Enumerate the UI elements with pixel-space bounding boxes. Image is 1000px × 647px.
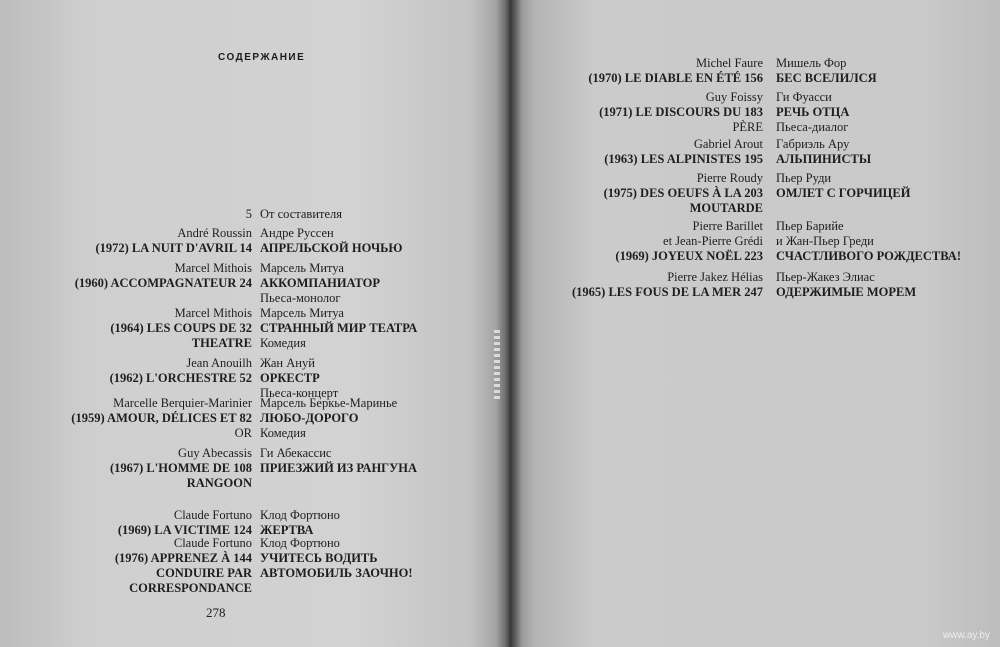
right-entry-1-fr-line: (1971) LE DISCOURS DU 183 — [599, 105, 763, 119]
watermark: www.ay.by — [942, 630, 990, 641]
left-entry-3-ru-line: СТРАННЫЙ МИР ТЕАТРА — [260, 321, 418, 335]
left-entry-3-ru-line: Марсель Митуа — [260, 306, 344, 320]
left-entry-4-fr-line: (1962) L'ORCHESTRE 52 — [109, 371, 252, 385]
right-entry-0-ru-line: Мишель Фор — [776, 56, 847, 70]
right-entry-2-ru-line: АЛЬПИНИСТЫ — [776, 152, 872, 166]
left-entry-3-fr-line: THEATRE — [191, 336, 252, 350]
left-entry-8-ru-line: УЧИТЕСЬ ВОДИТЬ — [260, 551, 378, 565]
right-entry-0-fr-line: (1970) LE DIABLE EN ÉTÉ 156 — [588, 71, 763, 85]
left-entry-5-ru-line: Комедия — [260, 426, 306, 440]
left-entry-4-ru-line: ОРКЕСТР — [260, 371, 320, 385]
page-number: 278 — [206, 605, 226, 620]
right-entry-4-fr-line: Pierre Barillet — [692, 219, 763, 233]
right-entry-2-ru-line: Габриэль Ару — [776, 137, 850, 151]
right-entry-1-ru-line: РЕЧЬ ОТЦА — [776, 105, 850, 119]
right-entry-0-ru-line: БЕС ВСЕЛИЛСЯ — [776, 71, 877, 85]
right-entry-1-fr-line: PÈRE — [732, 120, 763, 134]
right-entry-4-fr-line: (1969) JOYEUX NOËL 223 — [615, 249, 763, 263]
left-entry-5-ru-line: ЛЮБО-ДОРОГО — [260, 411, 359, 425]
left-entry-2-ru-line: Пьеса-монолог — [260, 291, 341, 305]
left-entry-2-fr-line: Marcel Mithois — [174, 261, 252, 275]
left-entry-7-fr-line: (1969) LA VICTIME 124 — [117, 523, 252, 537]
left-entry-5-fr-line: (1959) AMOUR, DÉLICES ET 82 — [71, 411, 252, 425]
left-entry-6-ru-line: ПРИЕЗЖИЙ ИЗ РАНГУНА — [260, 461, 418, 475]
left-entry-8-ru-line: АВТОМОБИЛЬ ЗАОЧНО! — [260, 566, 413, 580]
left-entry-3-ru-line: Комедия — [260, 336, 306, 350]
left-entry-1-fr-line: (1972) LA NUIT D'AVRIL 14 — [95, 241, 252, 255]
left-entry-0-fr-line: 5 — [245, 207, 252, 221]
right-entry-3-fr-line: Pierre Roudy — [696, 171, 763, 185]
right-entry-1-ru-line: Ги Фуасси — [776, 90, 832, 104]
left-entry-6-fr-line: RANGOON — [186, 476, 252, 490]
right-entry-3-ru-line: ОМЛЕТ С ГОРЧИЦЕЙ — [776, 186, 911, 200]
left-entry-4-ru-line: Пьеса-концерт — [260, 386, 339, 400]
contents-heading: СОДЕРЖАНИЕ — [218, 52, 306, 63]
right-entry-4-fr-line: et Jean-Pierre Grédi — [663, 234, 763, 248]
right-entry-4-ru-line: СЧАСТЛИВОГО РОЖДЕСТВА! — [776, 249, 961, 263]
left-entry-0-ru-line: От составителя — [260, 207, 343, 221]
left-entry-3-fr-line: Marcel Mithois — [174, 306, 252, 320]
right-entry-2-fr-line: Gabriel Arout — [693, 137, 763, 151]
left-entry-8-fr-line: CORRESPONDANCE — [129, 581, 252, 595]
right-entry-1-fr-line: Guy Foissy — [705, 90, 763, 104]
right-entry-5-fr-line: (1965) LES FOUS DE LA MER 247 — [572, 285, 763, 299]
left-entry-2-ru-line: Марсель Митуа — [260, 261, 344, 275]
left-entry-1-ru-line: Андре Руссен — [260, 226, 334, 240]
left-entry-3-fr-line: (1964) LES COUPS DE 32 — [110, 321, 252, 335]
binding-stitch — [494, 330, 500, 400]
book-spine — [496, 0, 522, 647]
right-entry-1-ru-line: Пьеса-диалог — [776, 120, 849, 134]
right-entry-5-ru-line: ОДЕРЖИМЫЕ МОРЕМ — [776, 285, 917, 299]
left-entry-2-ru-line: АККОМПАНИАТОР — [260, 276, 381, 290]
left-entry-7-ru-line: Клод Фортюно — [260, 508, 340, 522]
left-entry-1-ru-line: АПРЕЛЬСКОЙ НОЧЬЮ — [260, 241, 403, 255]
left-entry-7-fr-line: Claude Fortuno — [173, 508, 252, 522]
left-entry-1-fr-line: André Roussin — [177, 226, 252, 240]
left-entry-4-ru-line: Жан Ануй — [260, 356, 315, 370]
left-entry-5-fr-line: Marcelle Berquier-Marinier — [113, 396, 252, 410]
right-entry-2-fr-line: (1963) LES ALPINISTES 195 — [604, 152, 763, 166]
right-entry-5-ru-line: Пьер-Жакез Элиас — [776, 270, 875, 284]
right-entry-0-fr-line: Michel Faure — [696, 56, 763, 70]
left-entry-8-fr-line: CONDUIRE PAR — [156, 566, 252, 580]
right-entry-3-fr-line: (1975) DES OEUFS À LA 203 — [603, 186, 763, 200]
left-entry-8-fr-line: Claude Fortuno — [173, 536, 252, 550]
right-entry-3-ru-line: Пьер Руди — [776, 171, 832, 185]
right-entry-5-fr-line: Pierre Jakez Hélias — [667, 270, 763, 284]
left-entry-8-fr-line: (1976) APPRENEZ À 144 — [114, 551, 252, 565]
left-entry-6-fr-line: Guy Abecassis — [178, 446, 252, 460]
left-entry-5-ru-line: Марсель Беркье-Маринье — [260, 396, 398, 410]
left-entry-2-fr-line: (1960) ACCOMPAGNATEUR 24 — [74, 276, 252, 290]
left-entry-6-fr-line: (1967) L'HOMME DE 108 — [109, 461, 252, 475]
left-entry-7-ru-line: ЖЕРТВА — [260, 523, 314, 537]
left-entry-6-ru-line: Ги Абекассис — [260, 446, 332, 460]
left-entry-5-fr-line: OR — [234, 426, 252, 440]
right-entry-3-fr-line: MOUTARDE — [689, 201, 763, 215]
left-entry-4-fr-line: Jean Anouilh — [186, 356, 252, 370]
right-entry-4-ru-line: и Жан-Пьер Греди — [776, 234, 874, 248]
left-entry-8-ru-line: Клод Фортюно — [260, 536, 340, 550]
right-entry-4-ru-line: Пьер Барийе — [776, 219, 844, 233]
